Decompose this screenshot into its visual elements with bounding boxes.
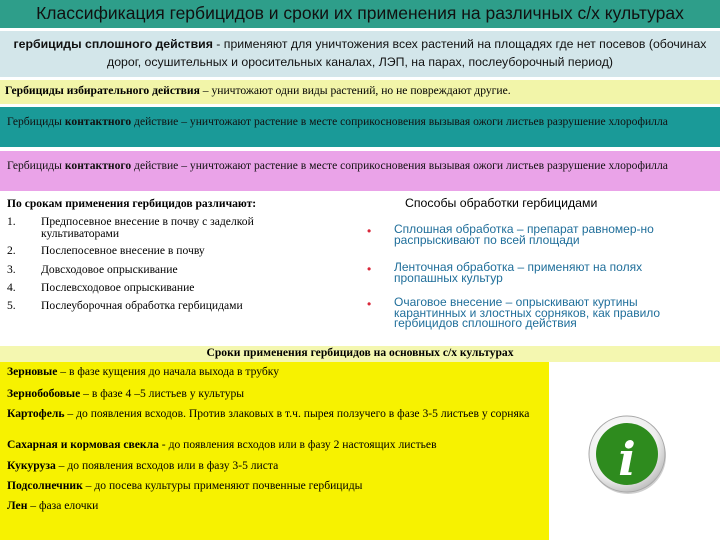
crop-text: – до появления всходов или в фазу 3-5 листа [55, 459, 279, 472]
crop-text: – фаза елочки [27, 499, 99, 512]
method-text: Сплошная обработка – препарат равномер-но распрыскивают по всей площади [394, 222, 654, 247]
contact-action-text: действие – уничтожают растение в месте соприкосновения вызывая ожоги листьев разрушение хлорофилла [131, 159, 668, 172]
item-text: Послепосевное внесение в почву [41, 244, 205, 257]
crop-item [7, 366, 542, 377]
contact-action-box [0, 151, 720, 191]
total-action-term: гербициды сплошного действия [13, 37, 213, 51]
crop-name: Подсолнечник [7, 479, 83, 492]
crop-name: Кукуруза [7, 459, 56, 472]
crop-item [7, 388, 542, 399]
contact-action-text: действие – уничтожают растение в месте соприкосновения вызывая ожоги листьев разрушение хлорофилла [131, 115, 668, 128]
item-number: 4. [7, 281, 16, 294]
method-text: Очаговое внесение – опрыскивают куртины карантинных и злостных сорняков, как правило гербицидов сплошного действия [394, 295, 661, 330]
contact-action-prefix: Гербициды [7, 159, 65, 172]
crop-text: - до появления всходов или в фазу 2 настоящих листьев [158, 438, 437, 451]
method-text: Ленточная обработка – применяют на полях пропашных культур [394, 260, 643, 285]
crop-item [7, 480, 542, 491]
contact-action-prefix: Гербициды [7, 115, 65, 128]
selective-action-term: Гербициды избирательного действия [5, 84, 200, 97]
terms-list-title: По срокам применения гербицидов различают: [7, 197, 257, 210]
contact-action-term: контактного [64, 159, 132, 172]
slide-title: Классификация гербицидов и сроки их применения на различных с/х культурах [0, 0, 720, 28]
crop-text: – в фазе 4 –5 листьев у культуры [80, 387, 245, 400]
crop-name: Зерновые [7, 365, 58, 378]
crop-text: – в фазе кущения до начала выхода в трубку [57, 365, 280, 378]
item-text: Предпосевное внесение в почву с заделкой культиваторами [41, 215, 254, 240]
crop-name: Лен [7, 499, 28, 512]
info-glyph: i [618, 432, 636, 486]
contact-action-term: контактного [64, 115, 132, 128]
crops-title: Сроки применения гербицидов на основных с/х культурах [0, 346, 720, 362]
bullet-icon: • [367, 297, 372, 311]
method-item [367, 297, 717, 337]
selective-action-text: – уничтожают одни виды растений, но не повреждают другие. [199, 84, 511, 97]
crop-item [7, 500, 542, 511]
item-number: 5. [7, 299, 16, 312]
crop-item [7, 439, 542, 450]
item-number: 2. [7, 244, 16, 257]
crop-name: Сахарная и кормовая свекла [7, 438, 159, 451]
crop-text: – до посева культуры применяют почвенные гербициды [82, 479, 363, 492]
bullet-icon: • [367, 262, 372, 276]
item-number: 1. [7, 215, 16, 228]
total-action-box [0, 31, 720, 77]
crop-item [7, 408, 542, 419]
crop-item [7, 460, 542, 471]
info-icon [585, 412, 669, 496]
contact-action-box [0, 107, 720, 147]
crop-name: Зернобобовые [7, 387, 81, 400]
item-text: Довсходовое опрыскивание [41, 263, 178, 276]
item-text: Послевсходовое опрыскивание [41, 281, 195, 294]
crops-box [0, 362, 549, 540]
selective-action-box [0, 80, 720, 104]
total-action-text: - применяют для уничтожения всех растений на площадях где нет посевов (обочинах дорог, осушительных и оросительных каналах, ЛЭП, на парах, послеуборочный период) [107, 37, 707, 69]
method-item [367, 224, 717, 264]
bullet-icon: • [367, 224, 372, 238]
methods-title: Способы обработки гербицидами [405, 196, 598, 210]
crop-name: Картофель [7, 407, 65, 420]
item-text: Послеуборочная обработка гербицидами [41, 299, 243, 312]
item-number: 3. [7, 263, 16, 276]
crop-text: – до появления всходов. Против злаковых в т.ч. пырея ползучего в фазе 3-5 листьев у сорняка [64, 407, 530, 420]
